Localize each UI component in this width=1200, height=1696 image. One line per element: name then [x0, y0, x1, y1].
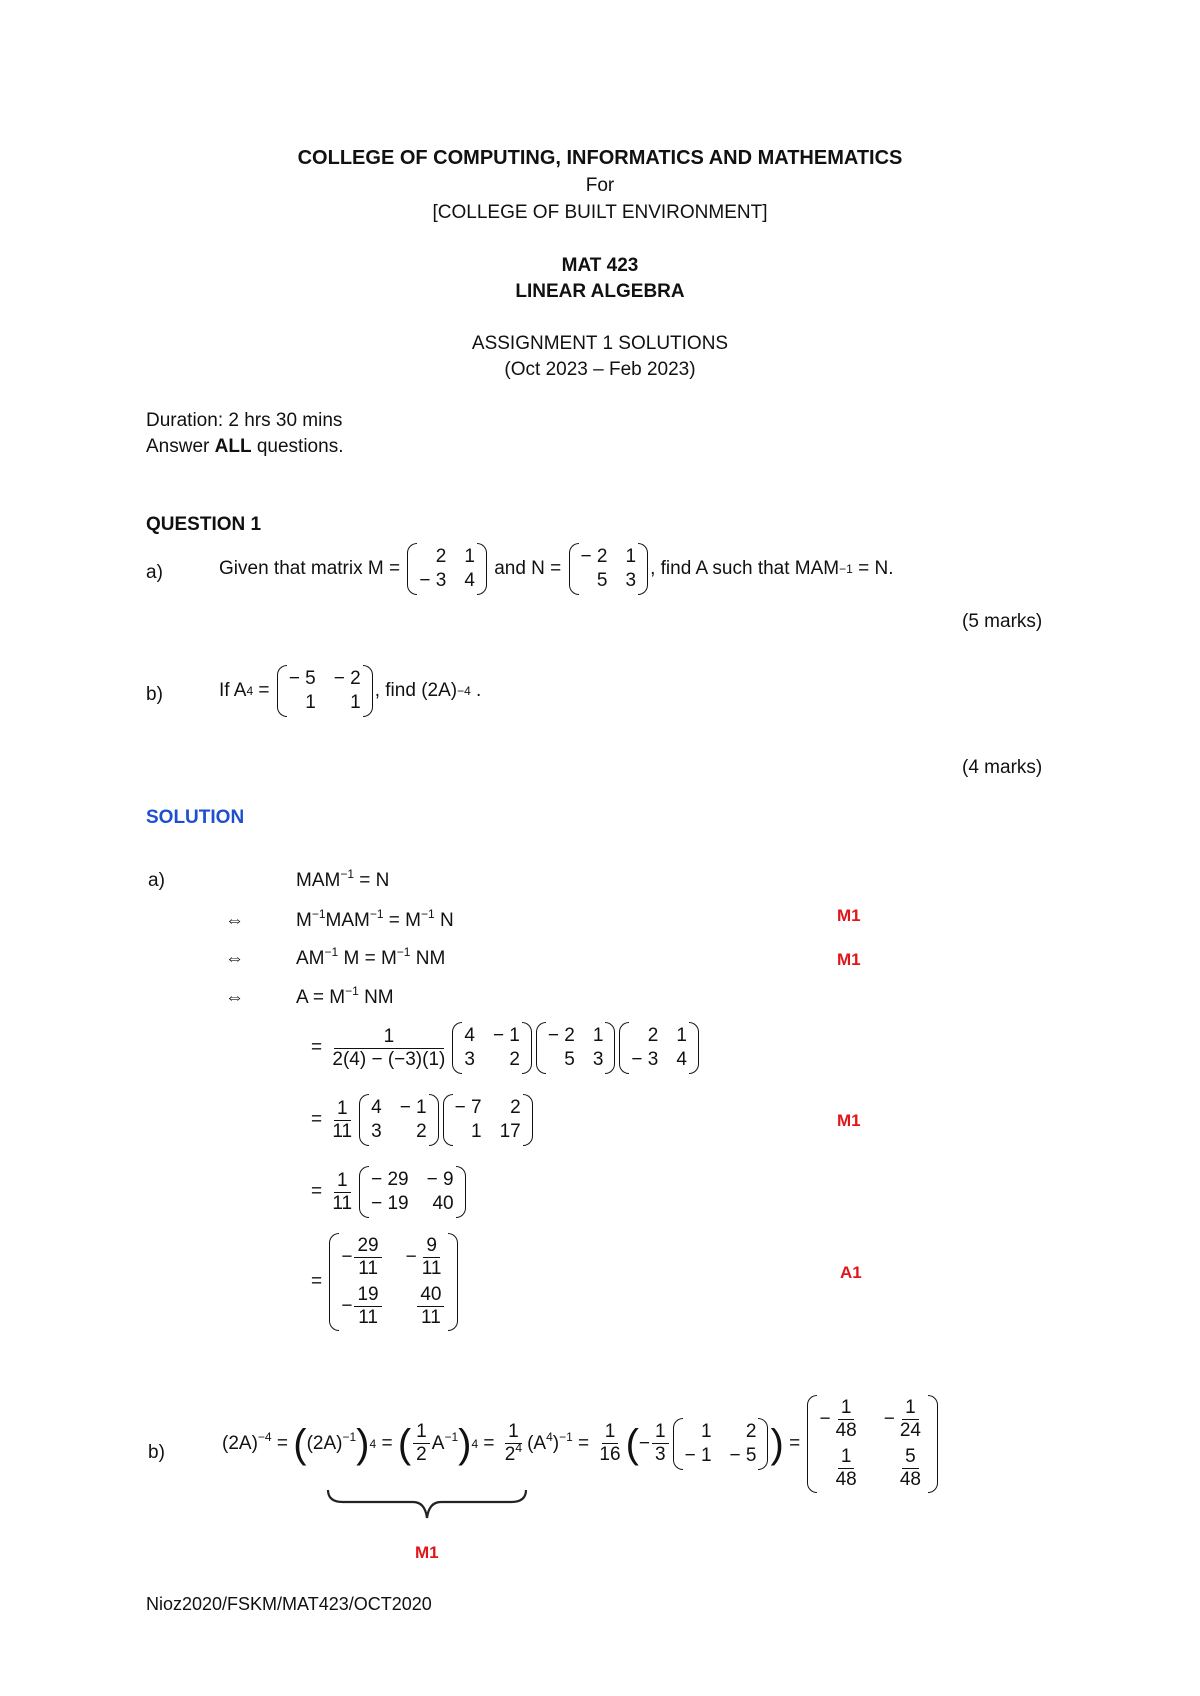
sol-step-1: $MAM^{-1} = N$ — [296, 867, 390, 891]
course-name: LINEAR ALGEBRA — [515, 281, 685, 302]
sol-step-7: = $\frac{1}{11}$ − 29 − 9 − 19 40 — [311, 1166, 468, 1218]
matrix-inner: 1 2 − 1 − 5 — [673, 1418, 769, 1470]
sol-b-label: b) — [148, 1442, 165, 1463]
matrix-m: 2 1 − 3 4 — [407, 543, 487, 595]
q1b-statement: If A 4 = − 5 − 2 1 1 , find (2A) −4 . — [219, 665, 481, 717]
matrix-n: − 2 1 5 3 — [536, 1022, 616, 1074]
sol-step-8: = − $\frac{29}{11}$ − $\frac{9}{11}$ − $\frac{19}{11}$ $\frac{40}{11}$ — [311, 1233, 460, 1331]
for-label: For — [585, 175, 615, 196]
matrix-m: 2 1 − 3 4 — [619, 1022, 699, 1074]
q1a-statement: Given that matrix M = 2 1 − 3 4 and N = − 2 1 5 3 , find A such that MAM −1 = N. — [219, 543, 893, 595]
q1b-label: b) — [146, 684, 163, 705]
sol-step-3: $AM^{-1}$ $M = M^{-1}$ NM — [296, 945, 446, 969]
underbrace — [325, 1488, 530, 1526]
question-1-heading: QUESTION 1 — [146, 514, 262, 535]
iff-symbol: ⇔ — [225, 948, 244, 969]
q1a-label: a) — [146, 562, 163, 583]
matrix-result-raw: − 29 − 9 − 19 40 — [359, 1166, 465, 1218]
iff-symbol: ⇔ — [225, 987, 244, 1008]
matrix-adj-m: 4 − 1 3 2 — [452, 1022, 532, 1074]
sol-b-equation: $(2A)^{-4}$ = ( $(2A)^{-1}$ ) 4 = ( $\frac{1}{2}$ $A^{-1}$ ) 4 = $\frac{1}{2^4}$ $(A^4)^{-1}$ = $\frac{1}{16}$ ( − $\frac{1}{3}$ 1 2 − 1 − 5 ) = − $\frac{1}{48}$ − $\frac{1}{24}$ $\frac{1}{48}$ $\frac{5}{48}$ — [222, 1395, 940, 1493]
solution-heading: SOLUTION — [146, 807, 245, 828]
college-title: COLLEGE OF COMPUTING, INFORMATICS AND MATHEMATICS — [297, 147, 903, 169]
fraction-1-over-11: $\frac{1}{11}$ — [332, 1097, 353, 1142]
matrix-final: − $\frac{1}{48}$ − $\frac{1}{24}$ $\frac{1}{48}$ $\frac{5}{48}$ — [807, 1395, 938, 1493]
duration: Duration: 2 hrs 30 mins — [146, 410, 343, 431]
matrix-result-fractions: − $\frac{29}{11}$ − $\frac{9}{11}$ − $\frac{19}{11}$ $\frac{40}{11}$ — [329, 1233, 458, 1331]
answer-instruction: Answer ALL questions. — [146, 436, 344, 457]
fraction-1-over-11: $\frac{1}{11}$ — [332, 1169, 353, 1214]
matrix-adj-m: 4 − 1 3 2 — [359, 1094, 439, 1146]
mark-m1-step2: M1 — [837, 906, 861, 925]
matrix-n: − 2 1 5 3 — [569, 543, 649, 595]
mark-a1: A1 — [840, 1263, 862, 1282]
sol-a-label: a) — [148, 870, 165, 891]
session: (Oct 2023 – Feb 2023) — [504, 359, 696, 380]
mark-m1-step6: M1 — [837, 1111, 861, 1130]
q1b-marks: (4 marks) — [962, 757, 1043, 778]
matrix-nm: − 7 2 1 17 — [443, 1094, 533, 1146]
footer-reference: Nioz2020/FSKM/MAT423/OCT2020 — [146, 1594, 432, 1614]
mark-m1-part-b: M1 — [415, 1543, 439, 1562]
iff-symbol: ⇔ — [225, 910, 244, 931]
sol-step-2: $M^{-1}MAM^{-1} = M^{-1}$ N — [296, 907, 454, 931]
sol-step-4: $A = M^{-1}$ NM — [296, 984, 394, 1008]
q1a-marks: (5 marks) — [962, 611, 1043, 632]
course-code: MAT 423 — [561, 255, 639, 276]
determinant-fraction: $\frac{1}{2(4) - (-3)(1)}$ — [332, 1025, 446, 1070]
matrix-a4: − 5 − 2 1 1 — [277, 665, 373, 717]
mark-m1-step3: M1 — [837, 950, 861, 969]
target-college: [COLLEGE OF BUILT ENVIRONMENT] — [432, 202, 768, 223]
sol-step-5: = $\frac{1}{2(4) - (-3)(1)}$ 4 − 1 3 2 − 2 1 5 3 2 1 − 3 4 — [311, 1022, 701, 1074]
sol-step-6: = $\frac{1}{11}$ 4 − 1 3 2 − 7 2 1 17 — [311, 1094, 535, 1146]
document-title: ASSIGNMENT 1 SOLUTIONS — [471, 333, 729, 354]
